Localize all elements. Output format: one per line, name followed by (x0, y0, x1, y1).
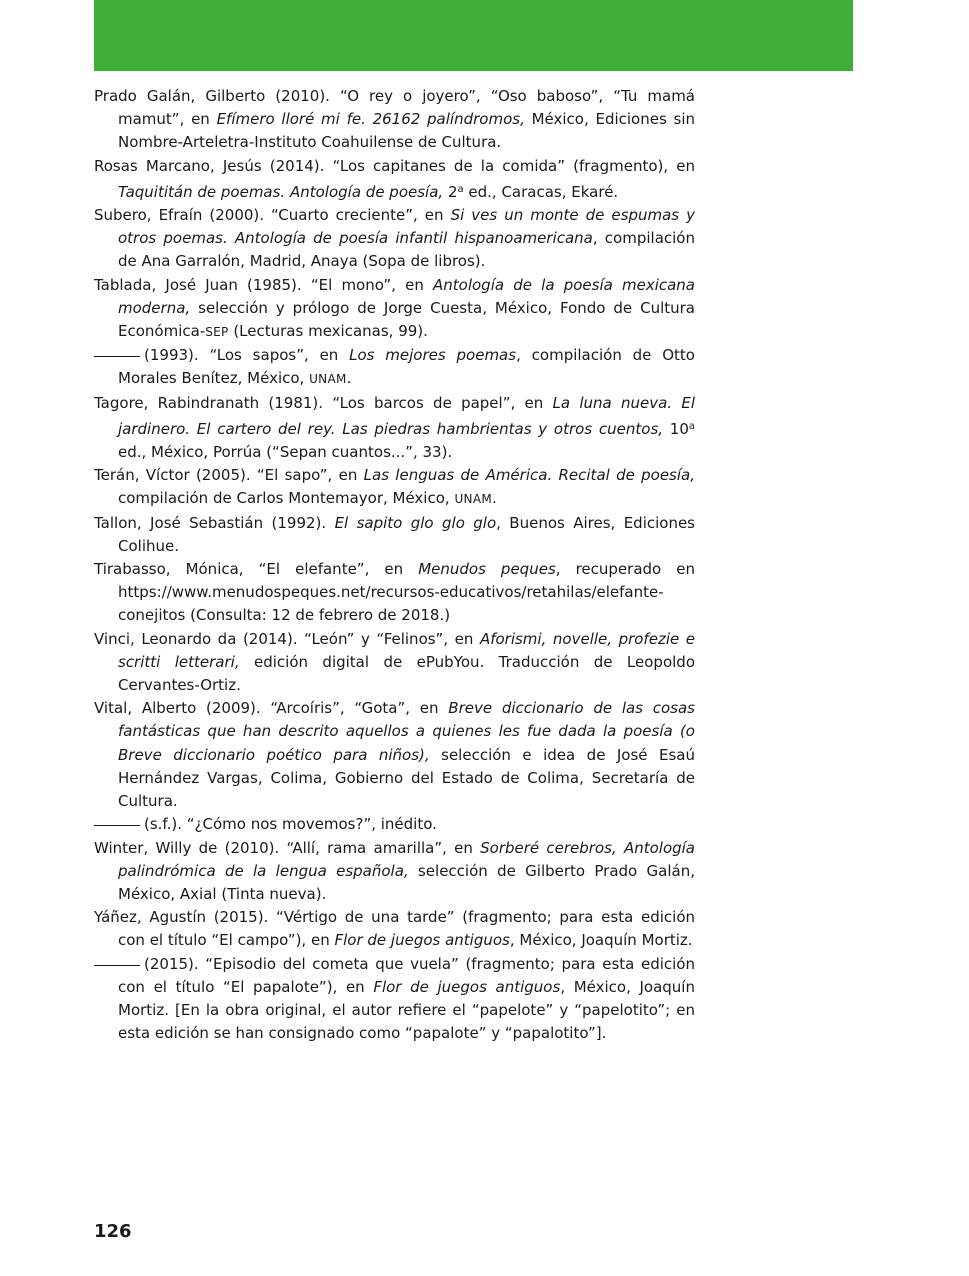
reference-text: Winter, Willy de (2010). “Allí, rama amarilla”, en (94, 838, 481, 857)
reference-title: Efímero lloré mi fe. 26162 palíndromos, (216, 110, 525, 129)
reference-text: Yáñez, Agustín (2015). “Vértigo de una tarde” (fragmento; para esta edición con el título “El campo”), en (94, 908, 695, 950)
reference-text-continued: selección e idea de José Esaú Hernández Vargas, Colima, Gobierno del Estado de Colima, Secretaría de Cultura. (118, 745, 695, 811)
reference-ordinal-superscript: a (457, 183, 464, 195)
reference-text-continued: selección y prólogo de Jorge Cuesta, México, Fondo de Cultura Económica- (118, 298, 695, 341)
reference-title: Breve diccionario de las cosas fantásticas que han descrito aquellos a quienes les fue dada la poesía (o Breve diccionario poético para niños), (118, 699, 695, 764)
reference-text: Tirabasso, Mónica, “El elefante”, en (94, 560, 419, 579)
reference-edition-number: 2 (443, 182, 458, 201)
reference-text: (1993). “Los sapos”, en (144, 346, 350, 365)
reference-title: El sapito glo glo glo (334, 513, 497, 532)
reference-title: Menudos peques (418, 560, 556, 579)
reference-text-continued: edición digital de ePubYou. Traducción de Leopoldo Cervantes-Ortiz. (118, 652, 695, 695)
reference-text: Tallon, José Sebastián (1992). (94, 513, 335, 532)
reference-entry (94, 906, 695, 952)
reference-text-continued: ed., México, Porrúa (“Sepan cuantos...”, 33). (118, 443, 453, 462)
reference-title: La luna nueva. El jardinero. El cartero del rey. Las piedras hambrientas y otros cuentos, (118, 393, 695, 438)
reference-title: Flor de juegos antiguos (334, 931, 510, 950)
reference-title: Si ves un monte de espumas y otros poemas. Antología de poesía infantil hispanoamericana (118, 206, 695, 248)
reference-text-tail: . (491, 489, 497, 508)
reference-entry (94, 512, 695, 558)
reference-text-continued: selección de Gilberto Prado Galán, México, Axial (Tinta nueva). (118, 861, 695, 903)
reference-entry (94, 85, 695, 155)
reference-title: Antología de la poesía mexicana moderna, (118, 275, 695, 317)
reference-title: Aforismi, novelle, profezie e scritti letterari, (118, 629, 695, 671)
reference-text: Prado Galán, Gilberto (2010). “O rey o joyero”, “Oso baboso”, “Tu mamá mamut”, en (94, 87, 695, 129)
reference-entry (94, 558, 695, 628)
reference-text: Terán, Víctor (2005). “El sapo”, en (94, 466, 364, 485)
reference-text: Vital, Alberto (2009). “Arcoíris”, “Gota”, en (94, 699, 449, 718)
reference-text-continued: México, Ediciones sin Nombre-Arteletra-Instituto Coahuilense de Cultura. (118, 110, 695, 152)
reference-entry (94, 837, 695, 907)
reference-text-continued: compilación de Carlos Montemayor, México, (118, 489, 455, 508)
reference-text-continued: , compilación de Otto Morales Benítez, México, (118, 346, 695, 388)
reference-entry (94, 464, 695, 511)
reference-text-continued: , recuperado en https://www.menudospeques.net/recursos-educativos/retahilas/elefante-conejitos (Consulta: 12 de febrero de 2018.) (118, 560, 695, 625)
reference-title: Las lenguas de América. Recital de poesía, (363, 466, 696, 485)
reference-publisher-acronym: UNAM (454, 492, 492, 507)
reference-title: Los mejores poemas (349, 346, 517, 365)
reference-text: (s.f.). “¿Cómo nos movemos?”, inédito. (144, 815, 437, 834)
repeat-author-rule (94, 965, 140, 966)
repeat-author-rule (94, 825, 140, 826)
reference-text: Subero, Efraín (2000). “Cuarto creciente”, en (94, 206, 451, 225)
reference-title: Sorberé cerebros, Antología palindrómica de la lengua española, (118, 838, 695, 880)
reference-text-tail: . (346, 369, 352, 388)
reference-entry (94, 155, 695, 204)
reference-publisher-acronym: UNAM (309, 372, 347, 387)
reference-text: Tablada, José Juan (1985). “El mono”, en (94, 275, 434, 294)
reference-title: Flor de juegos antiguos (373, 977, 561, 996)
reference-entry (94, 204, 695, 274)
reference-text: (2015). “Episodio del cometa que vuela” (fragmento; para esta edición con el título “El papalote”), en (118, 954, 695, 996)
reference-entry (94, 628, 695, 698)
reference-ordinal-superscript: a (688, 420, 696, 432)
reference-entry (94, 697, 695, 813)
reference-text: Vinci, Leonardo da (2014). “León” y “Felinos”, en (94, 629, 480, 648)
reference-publisher-acronym: SEP (205, 325, 229, 340)
reference-text-continued: , México, Joaquín Mortiz. (509, 931, 693, 950)
reference-entry (94, 813, 695, 836)
page-number: 126 (94, 1221, 132, 1242)
reference-entry (94, 274, 695, 345)
reference-text: Rosas Marcano, Jesús (2014). “Los capitanes de la comida” (fragmento), en (94, 156, 695, 175)
reference-text-continued: ed., Caracas, Ekaré. (463, 182, 619, 201)
reference-entry (94, 344, 695, 391)
header-green-bar (94, 0, 853, 71)
reference-text-continued: , compilación de Ana Garralón, Madrid, Anaya (Sopa de libros). (118, 229, 695, 271)
reference-entry (94, 392, 695, 465)
bibliography-list (94, 85, 695, 1045)
reference-entry (94, 953, 695, 1046)
reference-text-continued: , Buenos Aires, Ediciones Colihue. (118, 513, 695, 555)
reference-text: Tagore, Rabindranath (1981). “Los barcos de papel”, en (94, 393, 553, 412)
reference-text-tail: (Lecturas mexicanas, 99). (228, 322, 428, 341)
reference-text-continued: , México, Joaquín Mortiz. [En la obra original, el autor refiere el “papelote” y “papelotito”; en esta edición se han consignado como “papalote” y “papalotito”]. (118, 977, 695, 1043)
reference-title: Taquititán de poemas. Antología de poesía, (118, 182, 444, 201)
reference-edition-number: 10 (663, 419, 689, 438)
repeat-author-rule (94, 356, 140, 357)
